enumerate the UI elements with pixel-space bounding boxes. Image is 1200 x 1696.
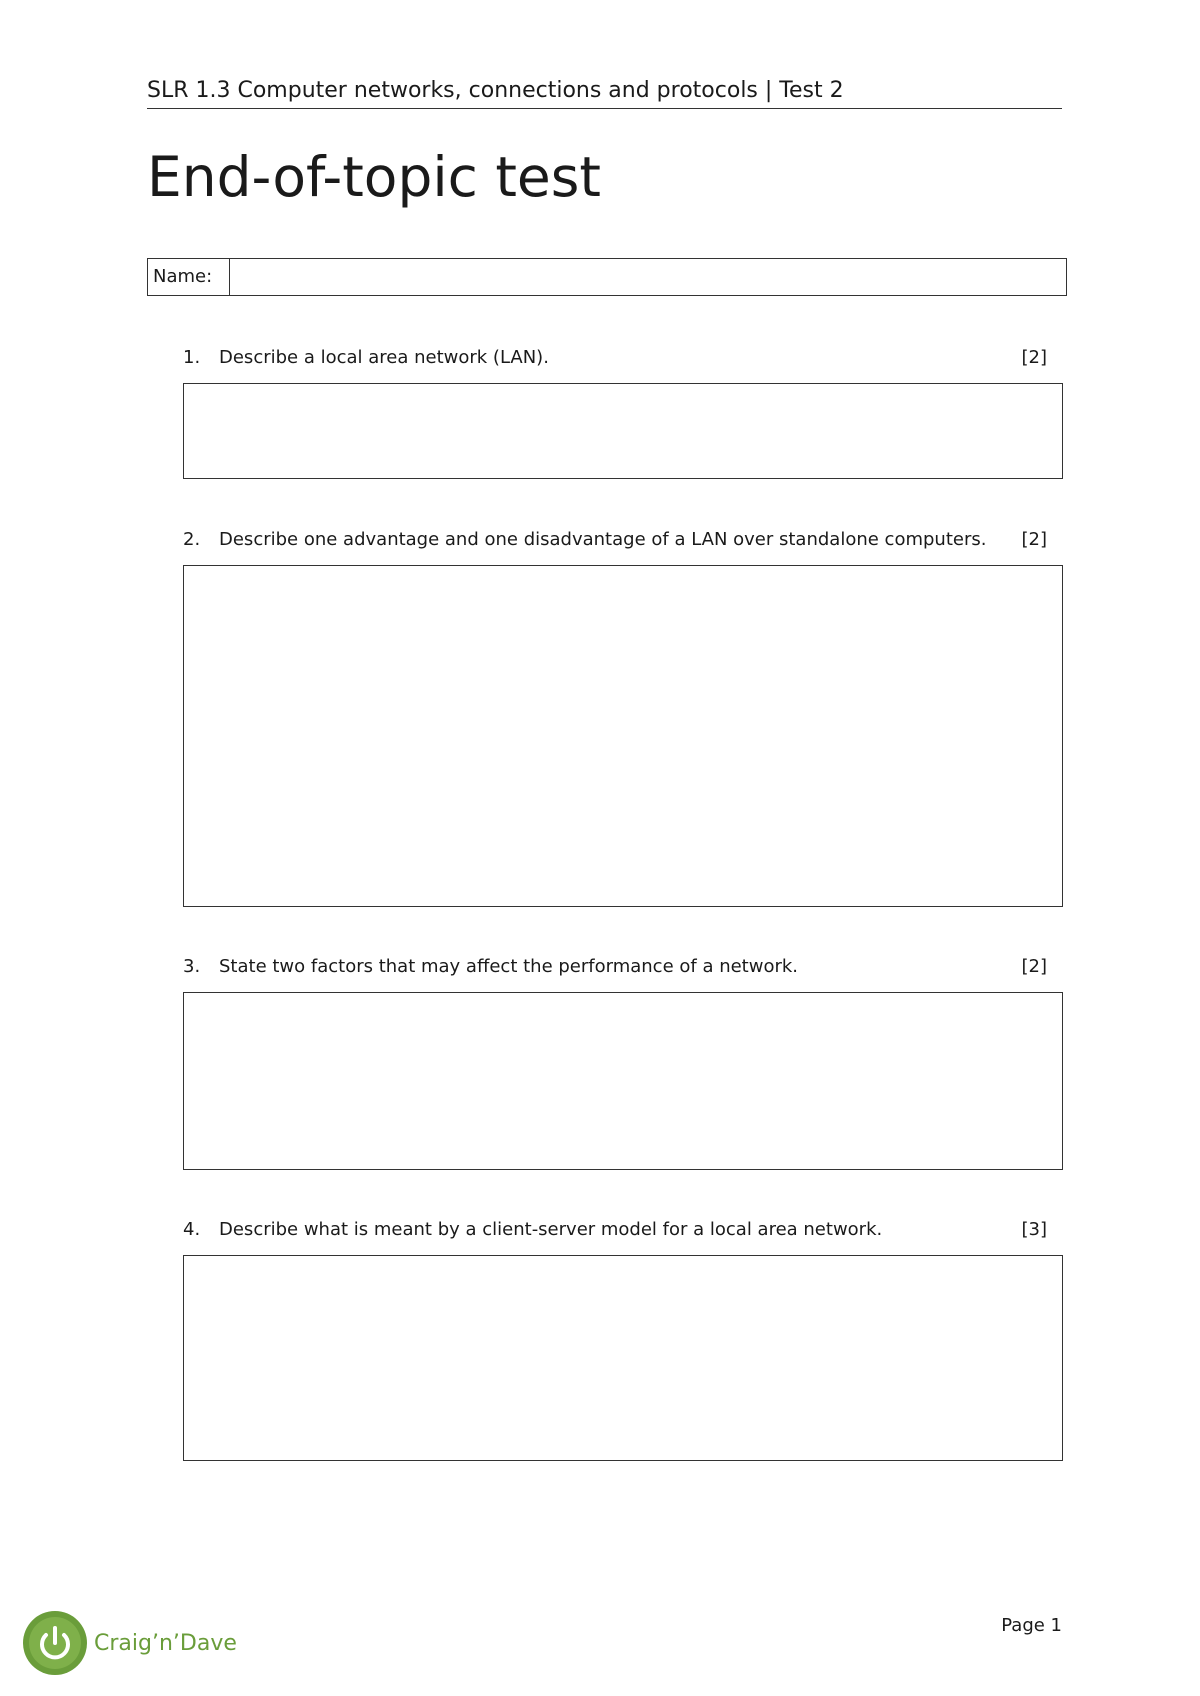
question-number: 3. [183, 956, 201, 977]
logo-text: Craig’n’Dave [94, 1630, 237, 1656]
question-text: Describe a local area network (LAN). [219, 347, 549, 368]
question-number: 4. [183, 1219, 201, 1240]
question-marks: [2] [1021, 529, 1047, 550]
question-text: Describe what is meant by a client-server model for a local area network. [219, 1219, 883, 1240]
question-text: Describe one advantage and one disadvantage of a LAN over standalone computers. [219, 529, 987, 550]
answer-box-1[interactable] [183, 383, 1063, 479]
question-marks: [2] [1021, 347, 1047, 368]
question-marks: [3] [1021, 1219, 1047, 1240]
page-header [147, 74, 1062, 109]
question-text: State two factors that may affect the performance of a network. [219, 956, 799, 977]
page-number: Page 1 [1001, 1615, 1062, 1636]
answer-box-3[interactable] [183, 992, 1063, 1170]
question-marks: [2] [1021, 956, 1047, 977]
name-input[interactable] [230, 259, 1066, 295]
header-title: SLR 1.3 Computer networks, connections and protocols | Test 2 [147, 78, 844, 103]
page-title: End-of-topic test [147, 145, 601, 209]
brand-logo [22, 1610, 237, 1676]
question-number: 2. [183, 529, 201, 550]
name-row [147, 258, 1067, 296]
answer-box-4[interactable] [183, 1255, 1063, 1461]
answer-box-2[interactable] [183, 565, 1063, 907]
power-icon [22, 1610, 88, 1676]
question-number: 1. [183, 347, 201, 368]
name-label: Name: [148, 259, 230, 295]
